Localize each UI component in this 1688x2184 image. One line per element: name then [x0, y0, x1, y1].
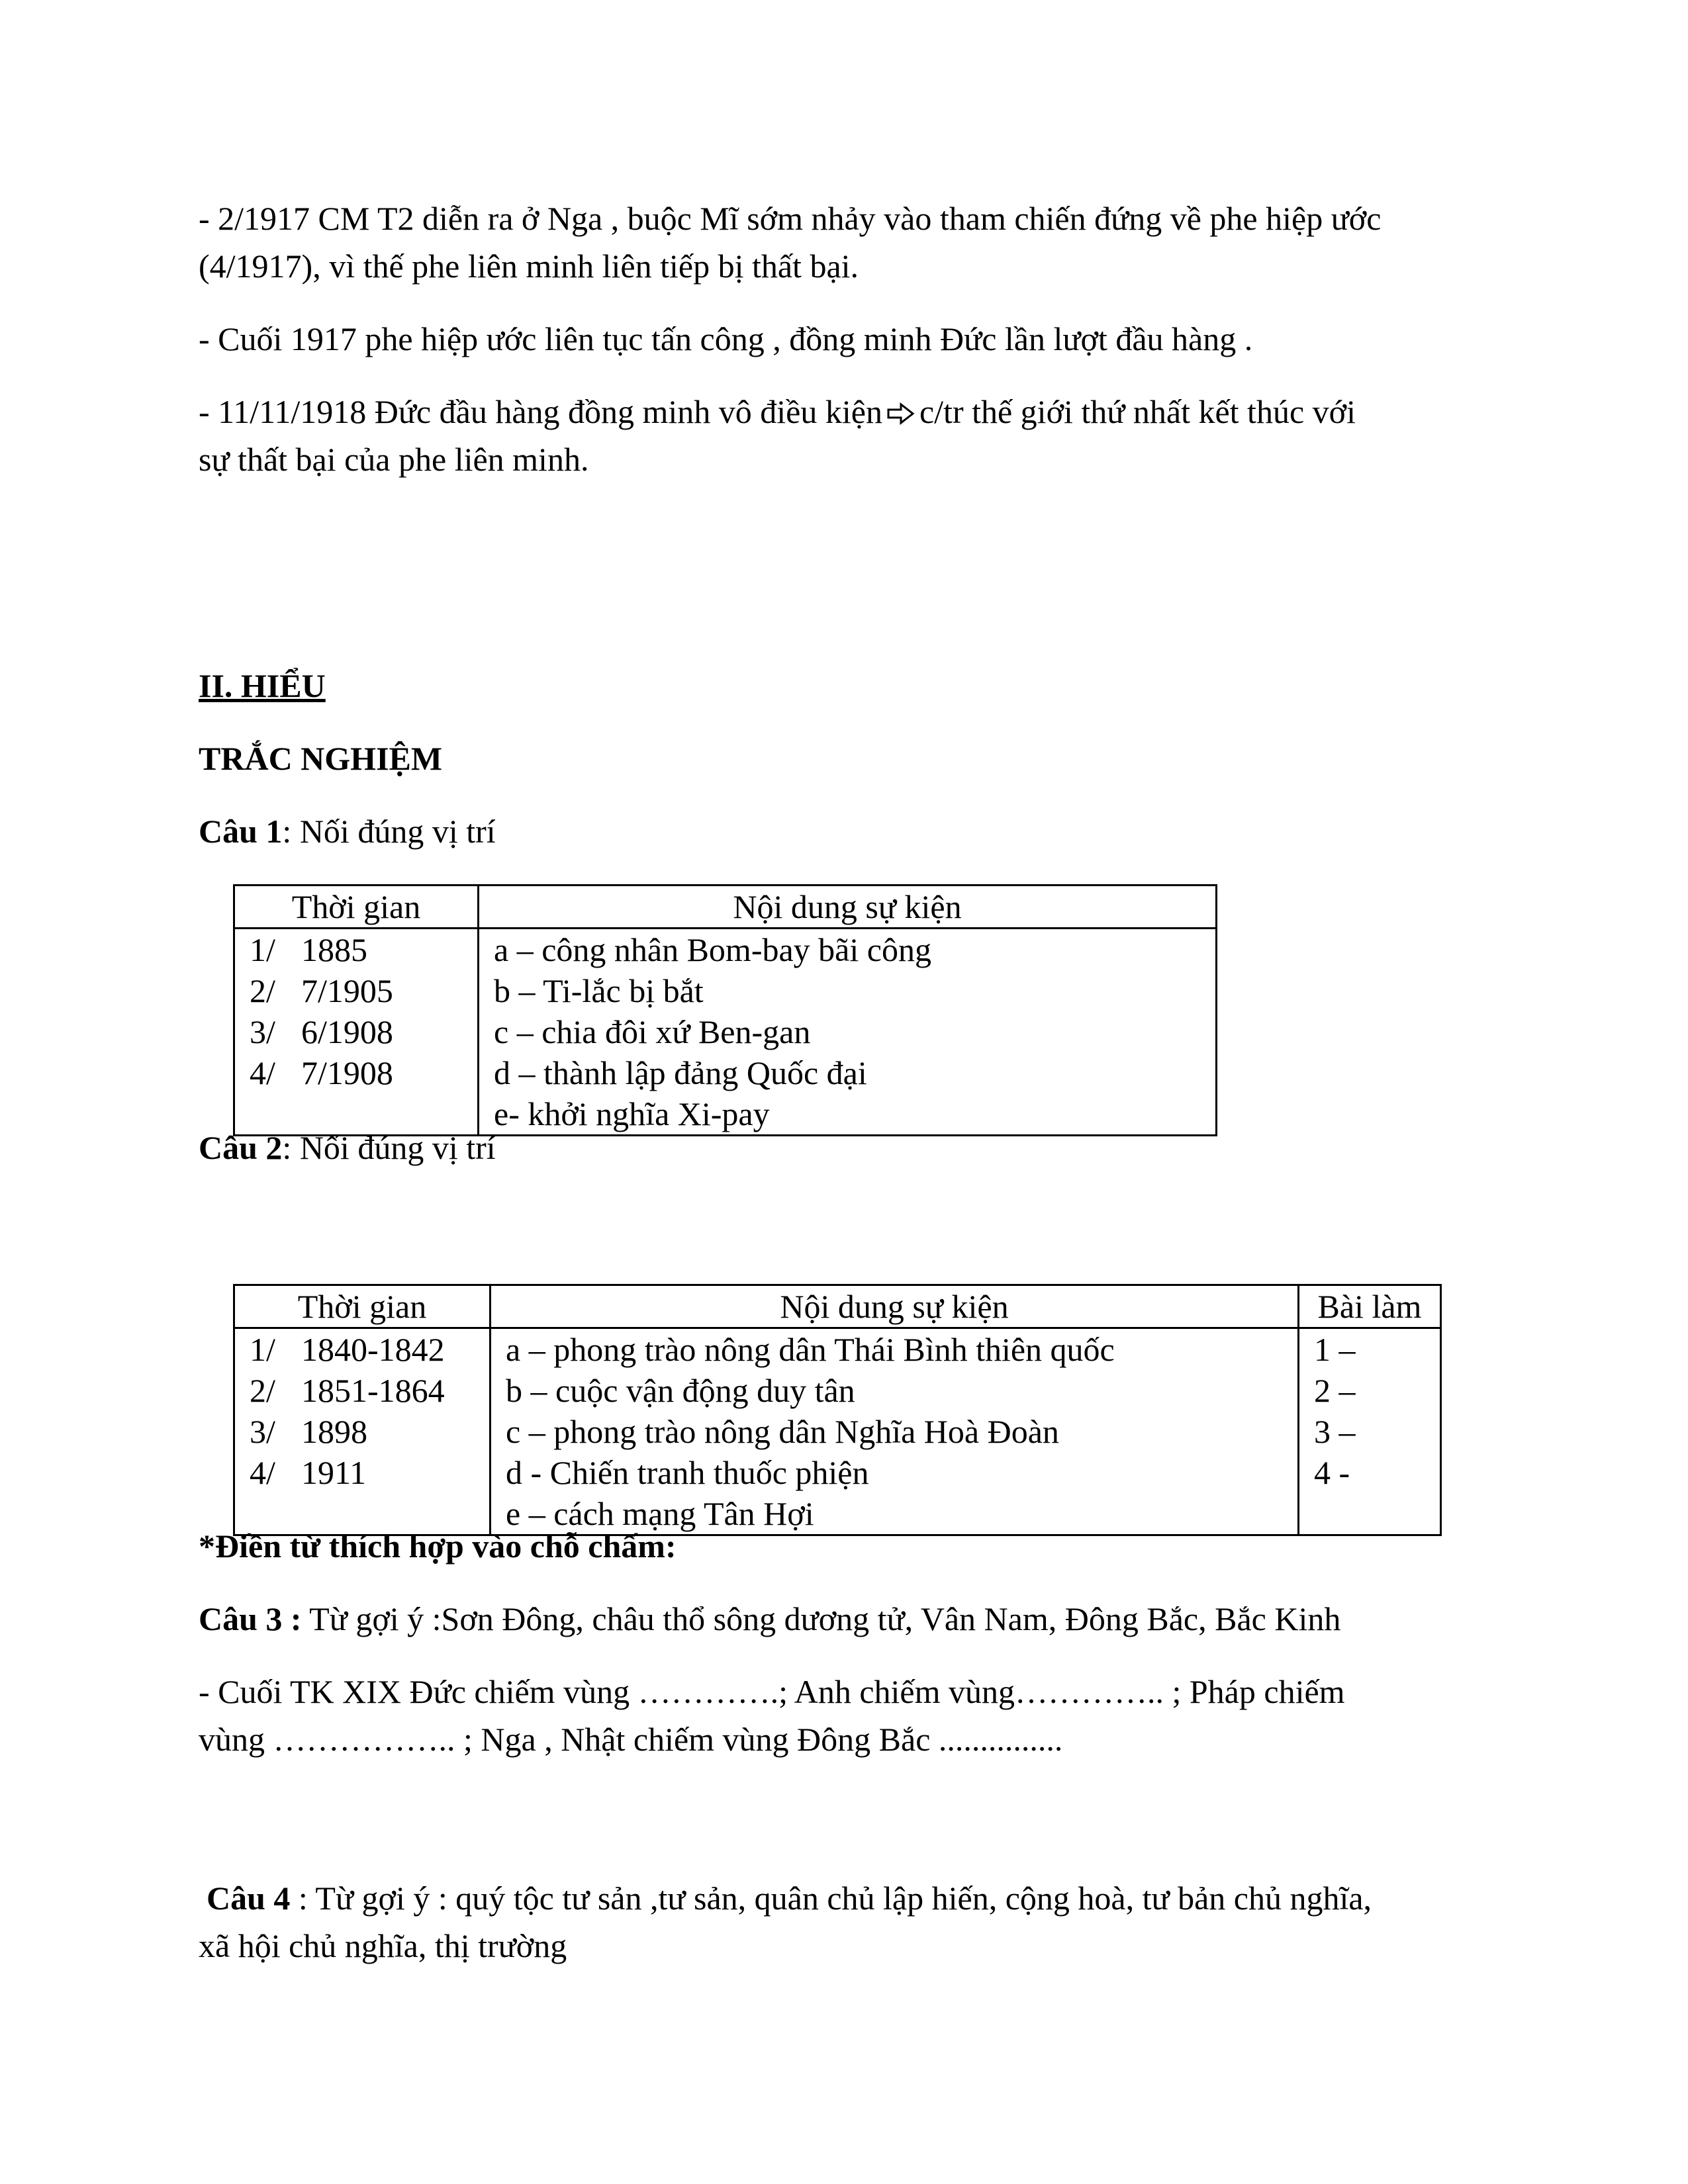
- q1-time-row: 1/ 1885: [250, 931, 367, 968]
- q1-event-e: e- khởi nghĩa Xi-pay: [494, 1095, 770, 1132]
- intro-line-1b: (4/1917), vì thế phe liên minh liên tiếp bị thất bại.: [199, 248, 859, 285]
- q1-event-d: d – thành lập đảng Quốc đại: [494, 1054, 867, 1091]
- q4-title: [207, 1874, 1504, 1922]
- q2-answer-3[interactable]: 3 –: [1314, 1413, 1356, 1450]
- q2-table-header-row: [234, 1285, 1441, 1328]
- q1-title: [199, 807, 1496, 855]
- q1-time-row: 2/ 7/1905: [250, 972, 393, 1009]
- q1-table-header-row: [234, 886, 1217, 929]
- q1-table: [233, 884, 1217, 1136]
- q1-time-row: 3/ 6/1908: [250, 1013, 393, 1050]
- q2-answer-1[interactable]: 1 –: [1314, 1331, 1356, 1368]
- q2-event-cell: [491, 1328, 1299, 1535]
- q1-header-time: Thời gian: [234, 886, 479, 929]
- q2-time-row: 3/ 1898: [250, 1413, 367, 1450]
- intro-line-3a-post: c/tr thế giới thứ nhất kết thúc với: [919, 393, 1356, 430]
- q2-event-a: a – phong trào nông dân Thái Bình thiên quốc: [506, 1331, 1115, 1368]
- q2-time-row: 4/ 1911: [250, 1454, 367, 1491]
- q2-event-c: c – phong trào nông dân Nghĩa Hoà Đoàn: [506, 1413, 1059, 1450]
- q2-answer-cell: [1299, 1328, 1441, 1535]
- q2-text: : Nối đúng vị trí: [282, 1129, 496, 1166]
- q1-label: Câu 1: [199, 813, 283, 850]
- q4-hint: : Từ gợi ý : quý tộc tư sản ,tư sản, quân chủ lập hiến, cộng hoà, tư bản chủ nghĩa,: [290, 1880, 1372, 1917]
- q3-line-2[interactable]: vùng …………….. ; Nga , Nhật chiếm vùng Đông Bắc ...............: [199, 1721, 1063, 1758]
- q2-header-answer: Bài làm: [1299, 1285, 1441, 1328]
- q1-time-cell: [234, 929, 479, 1136]
- section-heading: II. HIỂU: [199, 667, 326, 704]
- q2-title: [199, 1124, 1496, 1171]
- q2-label: Câu 2: [199, 1129, 283, 1166]
- q2-table-body-row: [234, 1328, 1441, 1535]
- q1-event-b: b – Ti-lắc bị bắt: [494, 972, 704, 1009]
- q2-event-b: b – cuộc vận động duy tân: [506, 1372, 855, 1409]
- q2-answer-2[interactable]: 2 –: [1314, 1372, 1356, 1409]
- fill-heading: *Điền từ thích hợp vào chỗ chấm:: [199, 1527, 677, 1565]
- q2-table: [233, 1284, 1442, 1536]
- right-arrow-icon: [886, 402, 915, 426]
- q3-line-1[interactable]: - Cuối TK XIX Đức chiếm vùng ………….; Anh chiếm vùng………….. ; Pháp chiếm: [199, 1673, 1345, 1710]
- q2-time-row: 1/ 1840-1842: [250, 1331, 445, 1368]
- q2-answer-4[interactable]: 4 -: [1314, 1454, 1350, 1491]
- q1-event-a: a – công nhân Bom-bay bãi công: [494, 931, 931, 968]
- intro-line-3a: [199, 388, 1496, 435]
- q1-table-body-row: [234, 929, 1217, 1136]
- q2-event-e: e – cách mạng Tân Hợi: [506, 1495, 814, 1532]
- intro-line-2: - Cuối 1917 phe hiệp ước liên tục tấn công , đồng minh Đức lần lượt đầu hàng .: [199, 320, 1253, 357]
- intro-line-1a: - 2/1917 CM T2 diễn ra ở Nga , buộc Mĩ sớm nhảy vào tham chiến đứng về phe hiệp ước: [199, 200, 1382, 237]
- q1-event-c: c – chia đôi xứ Ben-gan: [494, 1013, 811, 1050]
- intro-line-3b: sự thất bại của phe liên minh.: [199, 441, 589, 478]
- q1-time-row: 4/ 7/1908: [250, 1054, 393, 1091]
- section-subheading: TRẮC NGHIỆM: [199, 740, 443, 777]
- q4-label: Câu 4: [207, 1880, 291, 1917]
- q3-hint: Từ gợi ý :Sơn Đông, châu thổ sông dương tử, Vân Nam, Đông Bắc, Bắc Kinh: [301, 1600, 1341, 1637]
- q2-event-d: d - Chiến tranh thuốc phiện: [506, 1454, 869, 1491]
- q2-time-row: 2/ 1851-1864: [250, 1372, 445, 1409]
- q2-header-event: Nội dung sự kiện: [491, 1285, 1299, 1328]
- q1-event-cell: [479, 929, 1217, 1136]
- q2-header-time: Thời gian: [234, 1285, 491, 1328]
- q2-time-cell: [234, 1328, 491, 1535]
- q3-label: Câu 3 :: [199, 1600, 302, 1637]
- intro-line-3a-pre: - 11/11/1918 Đức đầu hàng đồng minh vô điều kiện: [199, 393, 882, 430]
- q3-title: [199, 1595, 1496, 1643]
- q1-header-event: Nội dung sự kiện: [479, 886, 1217, 929]
- q1-text: : Nối đúng vị trí: [282, 813, 496, 850]
- q4-line-2: xã hội chủ nghĩa, thị trường: [199, 1927, 567, 1964]
